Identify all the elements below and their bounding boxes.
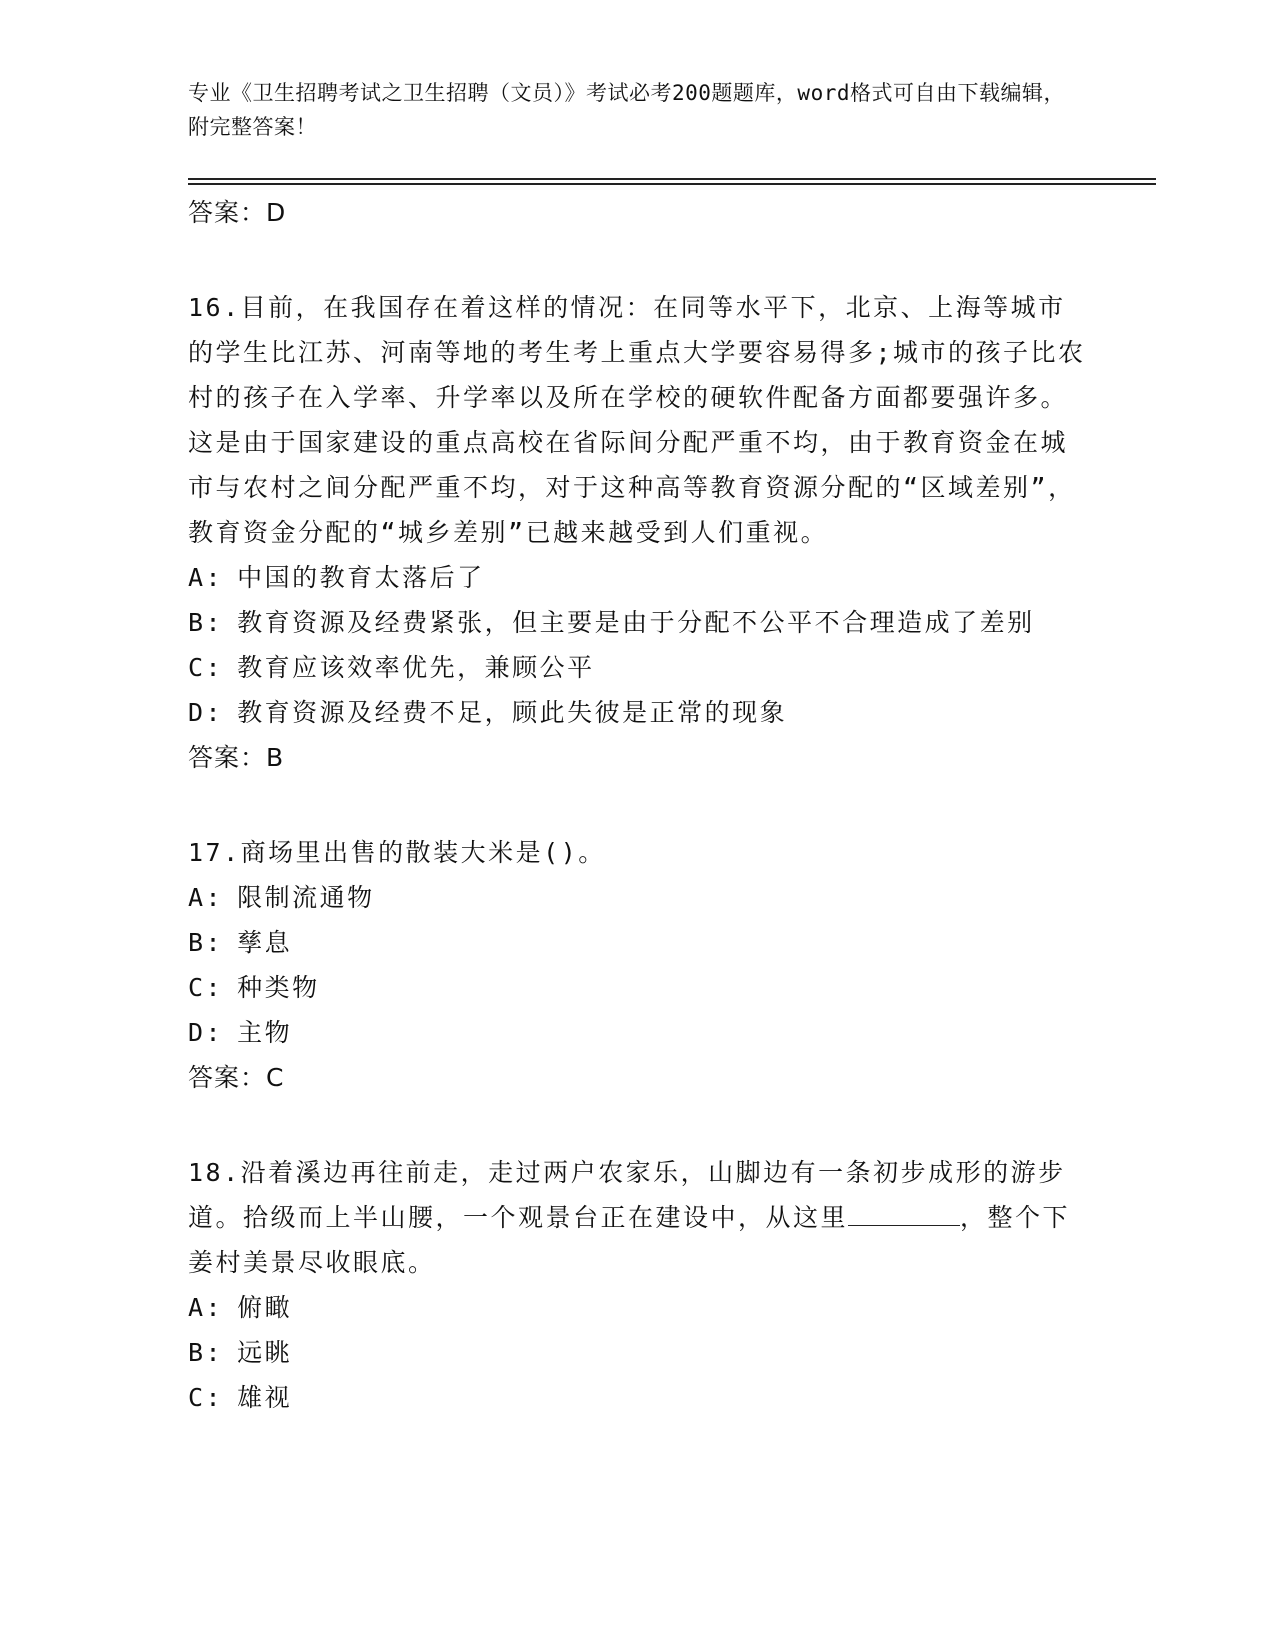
option-text: 限制流通物 bbox=[237, 883, 375, 912]
option-text: 中国的教育太落后了 bbox=[237, 563, 485, 592]
option-letter: D: bbox=[188, 698, 224, 727]
answer-line: 答案：B bbox=[188, 743, 285, 772]
option-letter: B: bbox=[188, 928, 224, 957]
option-a bbox=[188, 1285, 1088, 1330]
option-d bbox=[188, 690, 1088, 735]
answer-line: 答案：D bbox=[188, 198, 287, 227]
option-a bbox=[188, 875, 1088, 920]
option-text: 教育应该效率优先，兼顾公平 bbox=[237, 653, 595, 682]
document-body bbox=[188, 190, 1088, 1420]
option-letter: C: bbox=[188, 653, 224, 682]
question-text bbox=[188, 830, 1088, 875]
question-body-continued: ，整个下姜村美景尽收眼底。 bbox=[188, 1203, 1071, 1277]
fill-in-blank bbox=[848, 1203, 960, 1226]
option-text: 主物 bbox=[237, 1018, 293, 1047]
option-c bbox=[188, 1375, 1088, 1420]
option-text: 教育资源及经费紧张，但主要是由于分配不公平不合理造成了差别 bbox=[237, 608, 1035, 637]
option-text: 雄视 bbox=[237, 1383, 293, 1412]
question-18 bbox=[188, 1150, 1088, 1420]
document-header bbox=[188, 76, 1068, 144]
option-c bbox=[188, 645, 1088, 690]
question-body: 目前，在我国存在着这样的情况：在同等水平下，北京、上海等城市的学生比江苏、河南等地的考生考上重点大学要容易得多;城市的孩子比农村的孩子在入学率、升学率以及所在学校的硬软件配备方面都要强许多。这是由于国家建设的重点高校在省际间分配严重不均，由于教育资金在城市与农村之间分配严重不均，对于这种高等教育资源分配的“区域差别”，教育资金分配的“城乡差别”已越来越受到人们重视。 bbox=[188, 293, 1086, 547]
question-text bbox=[188, 285, 1088, 555]
option-letter: A: bbox=[188, 1293, 224, 1322]
option-a bbox=[188, 555, 1088, 600]
option-text: 种类物 bbox=[237, 973, 320, 1002]
question-number: 17. bbox=[188, 838, 241, 867]
option-letter: C: bbox=[188, 1383, 224, 1412]
option-text: 孳息 bbox=[237, 928, 293, 957]
option-c bbox=[188, 965, 1088, 1010]
option-letter: D: bbox=[188, 1018, 224, 1047]
option-text: 俯瞰 bbox=[237, 1293, 293, 1322]
option-letter: A: bbox=[188, 883, 224, 912]
option-letter: A: bbox=[188, 563, 224, 592]
question-body: 沿着溪边再往前走，走过两户农家乐，山脚边有一条初步成形的游步道。拾级而上半山腰，一个观景台正在建设中，从这里 bbox=[188, 1158, 1066, 1232]
option-b bbox=[188, 600, 1088, 645]
question-16 bbox=[188, 285, 1088, 780]
header-rule-bottom bbox=[188, 183, 1156, 185]
header-rule-top bbox=[188, 178, 1156, 180]
option-b bbox=[188, 920, 1088, 965]
question-number: 16. bbox=[188, 293, 241, 322]
option-letter: C: bbox=[188, 973, 224, 1002]
answer-line: 答案：C bbox=[188, 1063, 285, 1092]
question-number: 18. bbox=[188, 1158, 241, 1187]
option-text: 教育资源及经费不足，顾此失彼是正常的现象 bbox=[237, 698, 788, 727]
option-b bbox=[188, 1330, 1088, 1375]
question-body: 商场里出售的散装大米是()。 bbox=[240, 838, 606, 867]
header-title: 专业《卫生招聘考试之卫生招聘（文员）》考试必考200题题库，word格式可自由下载编辑，附完整答案！ bbox=[188, 81, 1065, 139]
option-text: 远眺 bbox=[237, 1338, 293, 1367]
option-letter: B: bbox=[188, 1338, 224, 1367]
question-text bbox=[188, 1150, 1088, 1285]
option-letter: B: bbox=[188, 608, 224, 637]
option-d bbox=[188, 1010, 1088, 1055]
question-17 bbox=[188, 830, 1088, 1100]
